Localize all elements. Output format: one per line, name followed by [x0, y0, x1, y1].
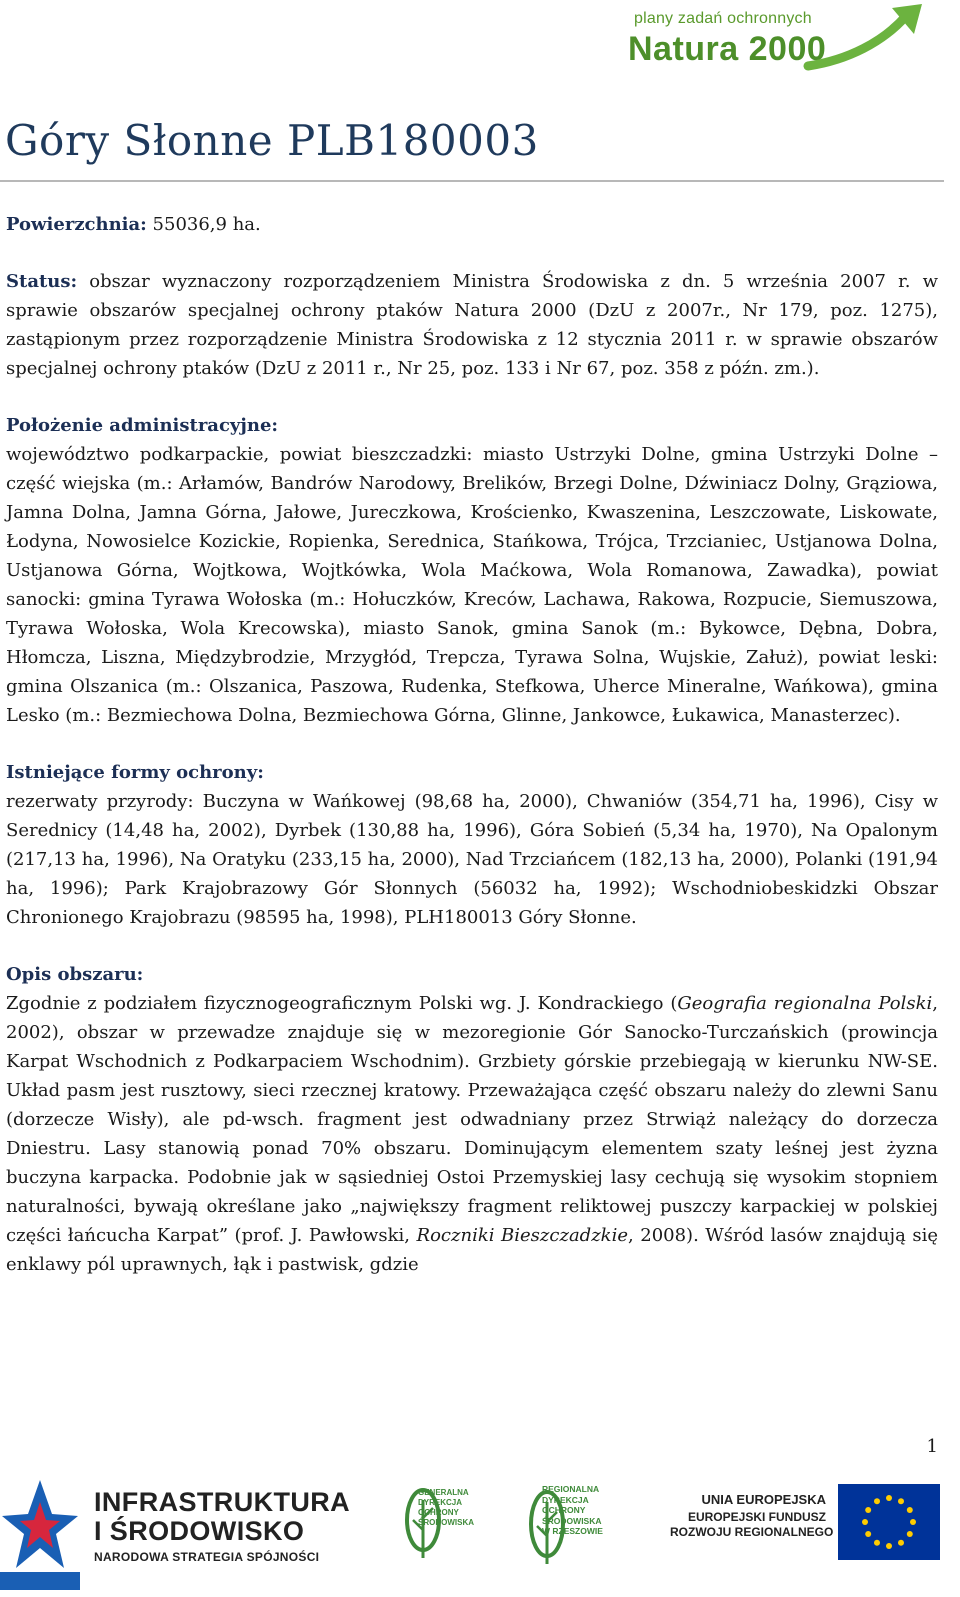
eu-star [898, 1540, 904, 1546]
document-body [6, 210, 938, 1279]
nss-star-logo-icon [0, 1472, 80, 1592]
rdos-line: OCHRONY [542, 1505, 586, 1515]
rdos-line: REGIONALNA [542, 1484, 600, 1494]
description-citation-1: Geografia regionalna Polski [677, 993, 933, 1014]
gdos-text [418, 1488, 474, 1528]
area-paragraph [6, 210, 938, 239]
infrastructure-logo [94, 1488, 350, 1564]
area-value: 55036,9 ha. [146, 214, 261, 235]
status-text: obszar wyznaczony rozporządzeniem Ministra Środowiska z dn. 5 września 2007 r. w sprawie obszarów specjalnej ochrony ptaków Natura 2000 (DzU z 2007r., Nr 179, poz. 1275), zastąpionym przez rozporządzenie Ministra Środowiska z 12 stycznia 2011 r. w sprawie obszarów specjalnej ochrony ptaków (DzU z 2011 r., Nr 25, poz. 133 i Nr 67, poz. 358 z późn. zm.). [6, 271, 938, 379]
green-arrow-icon [788, 2, 928, 72]
footer-logos [0, 1462, 960, 1597]
rdos-line: ŚRODOWISKA [542, 1515, 602, 1526]
eu-star [886, 1495, 892, 1501]
gdos-line: OCHRONY [418, 1508, 459, 1517]
admin-label: Położenie administracyjne: [6, 415, 279, 436]
admin-paragraph [6, 411, 938, 730]
description-label: Opis obszaru: [6, 964, 144, 985]
status-paragraph [6, 267, 938, 383]
eu-line-2: EUROPEJSKI FUNDUSZ [687, 1510, 826, 1524]
eu-star [907, 1507, 913, 1513]
natura-2000-logo [628, 2, 938, 80]
description-citation-2: Roczniki Bieszczadzkie [416, 1225, 628, 1246]
eu-star [886, 1543, 892, 1549]
gdos-line: GENERALNA [418, 1488, 469, 1497]
rdos-line: W RZESZOWIE [542, 1526, 603, 1536]
description-text-3: , 2008). Wśród lasów znajdują się enklawy pól uprawnych, łąk i pastwisk, gdzie [6, 1225, 938, 1275]
status-label: Status: [6, 271, 78, 292]
rdos-line: DYREKCJA [542, 1494, 589, 1505]
protection-paragraph [6, 758, 938, 932]
eu-star [874, 1498, 880, 1504]
eu-fund-text [670, 1492, 834, 1539]
gdos-line: ŚRODOWISKA [418, 1518, 474, 1527]
eu-star [898, 1498, 904, 1504]
description-paragraph [6, 960, 938, 1279]
infra-line-3: NARODOWA STRATEGIA SPÓJNOŚCI [94, 1550, 320, 1564]
description-text-2: , 2002), obszar w przewadze znajduje się w mezoregionie Gór Sanocko-Turczańskich (prowincja Karpat Wschodnich z Podkarpaciem Wschodnim). Grzbiety górskie przebiegają w kierunku NW-SE. Układ pasm jest rusztowy, sieci rzecznej kratowy. Przeważająca część obszaru należy do zlewni Sanu (dorzecze Wisły), ale pd-wsch. fragment jest odwadniany przez Strwiąż należący do dorzecza Dniestru. Lasy stanowią ponad 70% obszaru. Dominującym elementem szaty leśnej jest żyzna buczyna karpacka. Podobnie jak w sąsiedniej Ostoi Przemyskiej lasy cechują się wysokim stopniem naturalności, bywają określane jako „największy fragment reliktowej puszczy karpackiej w polskiej części łańcucha Karpat” (prof. J. Pawłowski, [6, 993, 938, 1246]
area-label: Powierzchnia: [6, 214, 147, 235]
protection-label: Istniejące formy ochrony: [6, 762, 264, 783]
infra-line-2: I ŚRODOWISKO [94, 1516, 305, 1546]
protection-text: rezerwaty przyrody: Buczyna w Wańkowej (98,68 ha, 2000), Chwaniów (354,71 ha, 1996), Cisy w Serednicy (14,48 ha, 2002), Dyrbek (130,88 ha, 1996), Góra Sobień (5,34 ha, 1970), Na Opalonym (217,13 ha, 1996), Na Oratyku (233,15 ha, 2000), Nad Trzciańcem (182,13 ha, 2000), Polanki (191,94 ha, 1996); Park Krajobrazowy Gór Słonnych (56032 ha, 1992); Wschodniobeskidzki Obszar Chronionego Krajobrazu (98595 ha, 1998), PLH180013 Góry Słonne. [6, 791, 938, 928]
title-divider [0, 180, 944, 182]
gdos-line: DYREKCJA [418, 1498, 463, 1507]
eu-star [874, 1540, 880, 1546]
eu-star [907, 1531, 913, 1537]
logo-title: Natura 2000 [628, 30, 827, 68]
eu-flag-icon [838, 1484, 940, 1560]
eu-star [865, 1531, 871, 1537]
logo-subtitle: plany zadań ochronnych [634, 10, 812, 27]
rdos-text [542, 1484, 603, 1537]
eu-line-3: ROZWOJU REGIONALNEGO [670, 1525, 834, 1539]
description-text-1: Zgodnie z podziałem fizycznogeograficznym Polski wg. J. Kondrackiego ( [6, 993, 678, 1014]
eu-line-1: UNIA EUROPEJSKA [701, 1492, 826, 1507]
page-title: Góry Słonne PLB180003 [5, 116, 539, 165]
eu-star [910, 1519, 916, 1525]
eu-star [865, 1507, 871, 1513]
infra-line-1: INFRASTRUKTURA [94, 1487, 351, 1517]
admin-text: województwo podkarpackie, powiat bieszczadzki: miasto Ustrzyki Dolne, gmina Ustrzyki Dolne – część wiejska (m.: Arłamów, Bandrów Narodowy, Brelików, Brzegi Dolne, Dźwiniacz Dolny, Grąziowa, Jamna Dolna, Jamna Górna, Jałowe, Jureczkowa, Krościenko, Kwaszenina, Leszczowate, Liskowate, Łodyna, Nowosielce Kozickie, Ropienka, Serednica, Stańkowa, Trójca, Trzcianiec, Ustjanowa Dolna, Ustjanowa Górna, Wojtkowa, Wojtkówka, Wola Maćkowa, Wola Romanowa, Zawadka), powiat sanocki: gmina Tyrawa Wołoska (m.: Hołuczków, Kreców, Lachawa, Rakowa, Rozpucie, Siemuszowa, Tyrawa Wołoska, Wola Krecowska), miasto Sanok, gmina Sanok (m.: Bykowce, Dębna, Dobra, Hłomcza, Liszna, Międzybrodzie, Mrzygłód, Trepcza, Tyrawa Solna, Wujskie, Załuż), powiat leski: gmina Olszanica (m.: Olszanica, Paszowa, Rudenka, Stefkowa, Uherce Mineralne, Wańkowa), gmina Lesko (m.: Bezmiechowa Dolna, Bezmiechowa Górna, Glinne, Jankowce, Łukawica, Manasterzec). [6, 444, 938, 726]
eu-star [862, 1519, 868, 1525]
page-number: 1 [926, 1436, 938, 1457]
